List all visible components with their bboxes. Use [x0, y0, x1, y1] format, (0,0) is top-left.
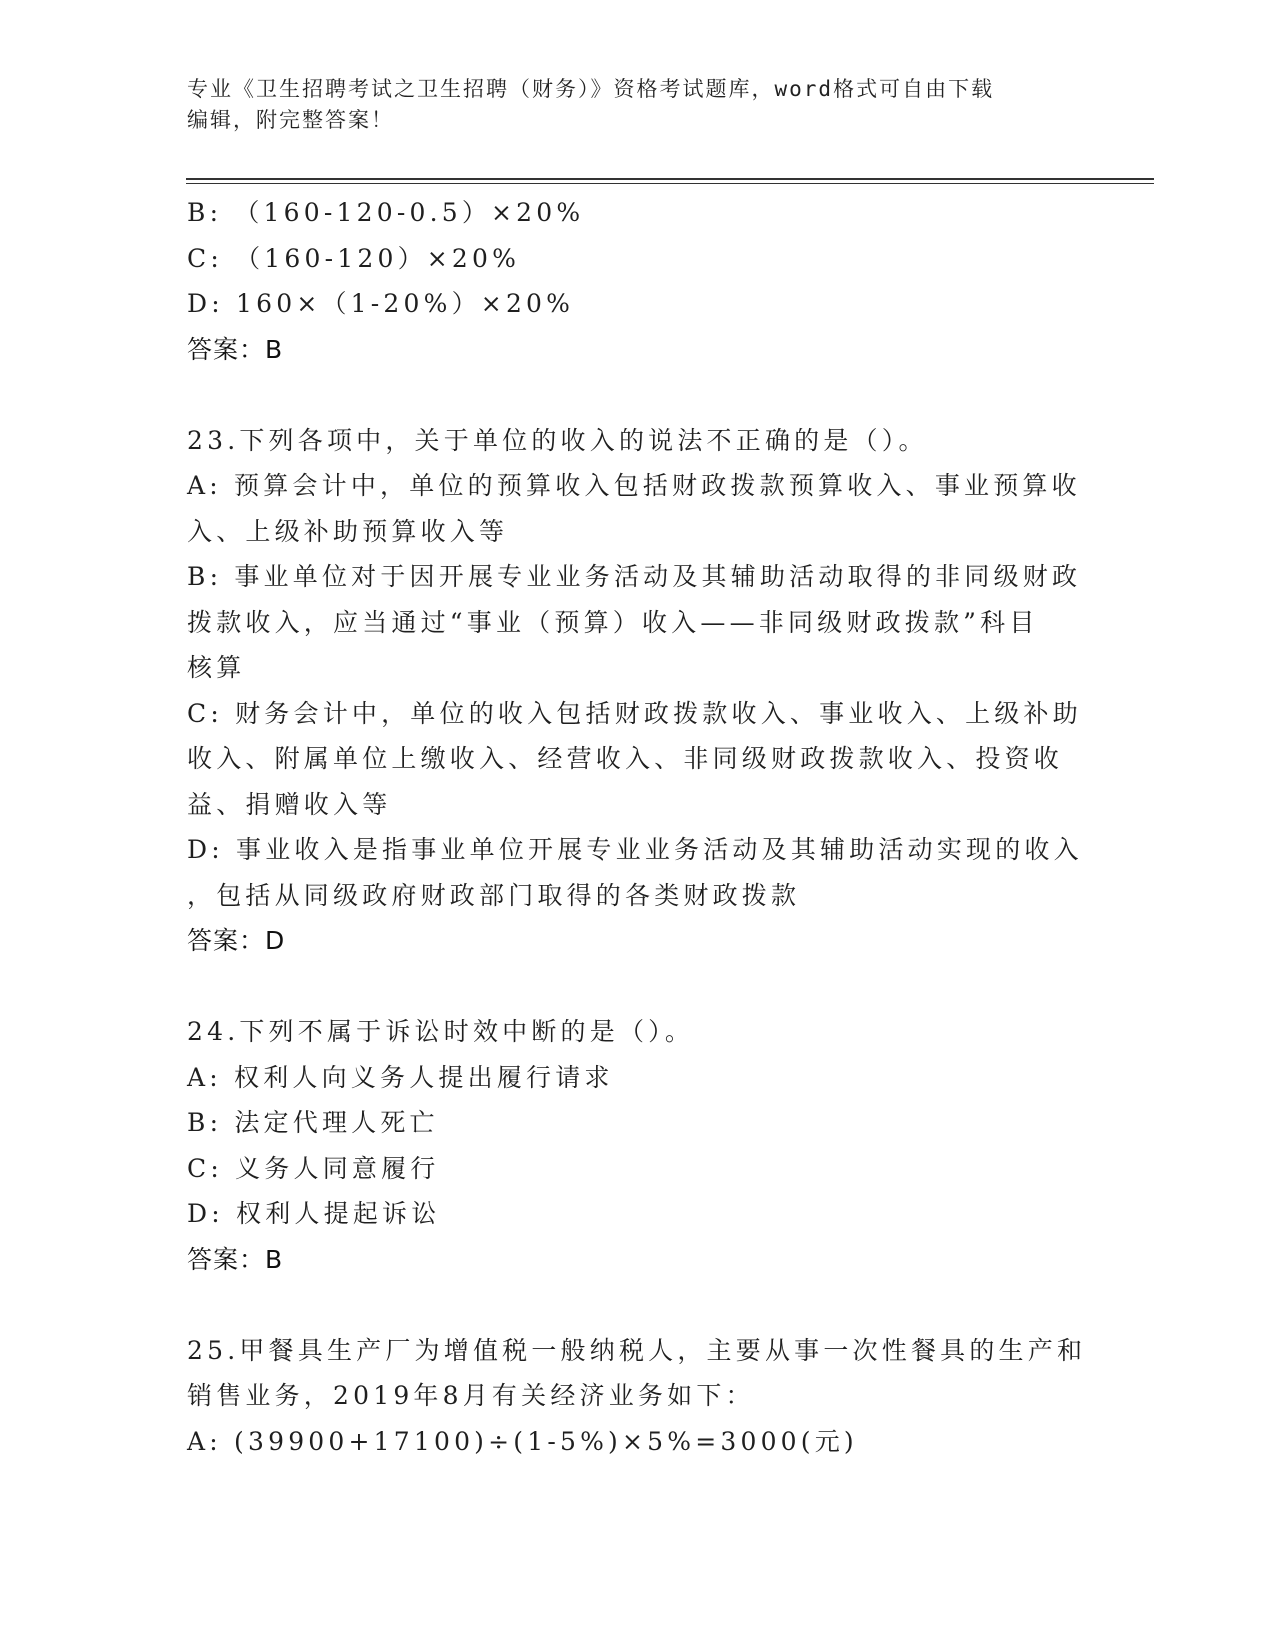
option-c-continued: 益、捐赠收入等 — [187, 789, 392, 819]
option-b-continued: 拨款收入，应当通过“事业（预算）收入——非同级财政拨款”科目 — [187, 607, 1039, 637]
option-a-continued: 入、上级补助预算收入等 — [187, 516, 509, 546]
option-b: B: 法定代理人死亡 — [187, 1108, 439, 1137]
spacer — [187, 1282, 1087, 1328]
option-a: A: 权利人向义务人提出履行请求 — [187, 1062, 614, 1092]
question-stem: 23.下列各项中，关于单位的收入的说法不正确的是（）。 — [187, 425, 928, 455]
question-content — [187, 190, 1087, 1464]
option-c: C: （160-120）×20% — [187, 243, 521, 273]
option-d: D: 事业收入是指事业单位开展专业业务活动及其辅助活动实现的收入 — [187, 835, 1083, 864]
page-header — [187, 74, 1087, 136]
question-stem: 24.下列不属于诉讼时效中断的是（）。 — [187, 1017, 695, 1046]
question-24 — [187, 1009, 1087, 1282]
question-stem-continued: 销售业务，2019年8月有关经济业务如下： — [187, 1381, 755, 1410]
header-divider-thin — [186, 183, 1154, 184]
option-d: D: 权利人提起诉讼 — [187, 1199, 441, 1228]
question-stem: 25.甲餐具生产厂为增值税一般纳税人，主要从事一次性餐具的生产和 — [187, 1335, 1087, 1365]
option-a: A: 预算会计中，单位的预算收入包括财政拨款预算收入、事业预算收 — [187, 471, 1081, 500]
header-divider-thick — [186, 178, 1154, 180]
option-d-continued: ，包括从同级政府财政部门取得的各类财政拨款 — [187, 880, 801, 910]
question-23 — [187, 418, 1087, 964]
spacer — [187, 964, 1087, 1010]
question-22 — [187, 190, 1087, 372]
option-b: B: （160-120-0.5）×20% — [187, 198, 585, 227]
answer-label: 答案：B — [187, 1244, 284, 1274]
option-c: C: 财务会计中，单位的收入包括财政拨款收入、事业收入、上级补助 — [187, 698, 1082, 728]
option-a: A: (39900+17100)÷(1-5%)×5%=3000(元) — [187, 1426, 858, 1456]
spacer — [187, 372, 1087, 418]
option-b-continued: 核算 — [187, 653, 246, 682]
option-c-continued: 收入、附属单位上缴收入、经营收入、非同级财政拨款收入、投资收 — [187, 744, 1064, 773]
option-b: B: 事业单位对于因开展专业业务活动及其辅助活动取得的非同级财政 — [187, 562, 1082, 591]
header-line-1: 专业《卫生招聘考试之卫生招聘（财务）》资格考试题库，word格式可自由下载 — [187, 77, 995, 101]
option-d: D: 160×（1-20%）×20% — [187, 289, 575, 318]
answer-label: 答案：D — [187, 926, 286, 955]
header-line-2: 编辑，附完整答案！ — [187, 108, 394, 132]
option-c: C: 义务人同意履行 — [187, 1153, 440, 1183]
question-25 — [187, 1328, 1087, 1465]
answer-label: 答案：B — [187, 334, 284, 364]
